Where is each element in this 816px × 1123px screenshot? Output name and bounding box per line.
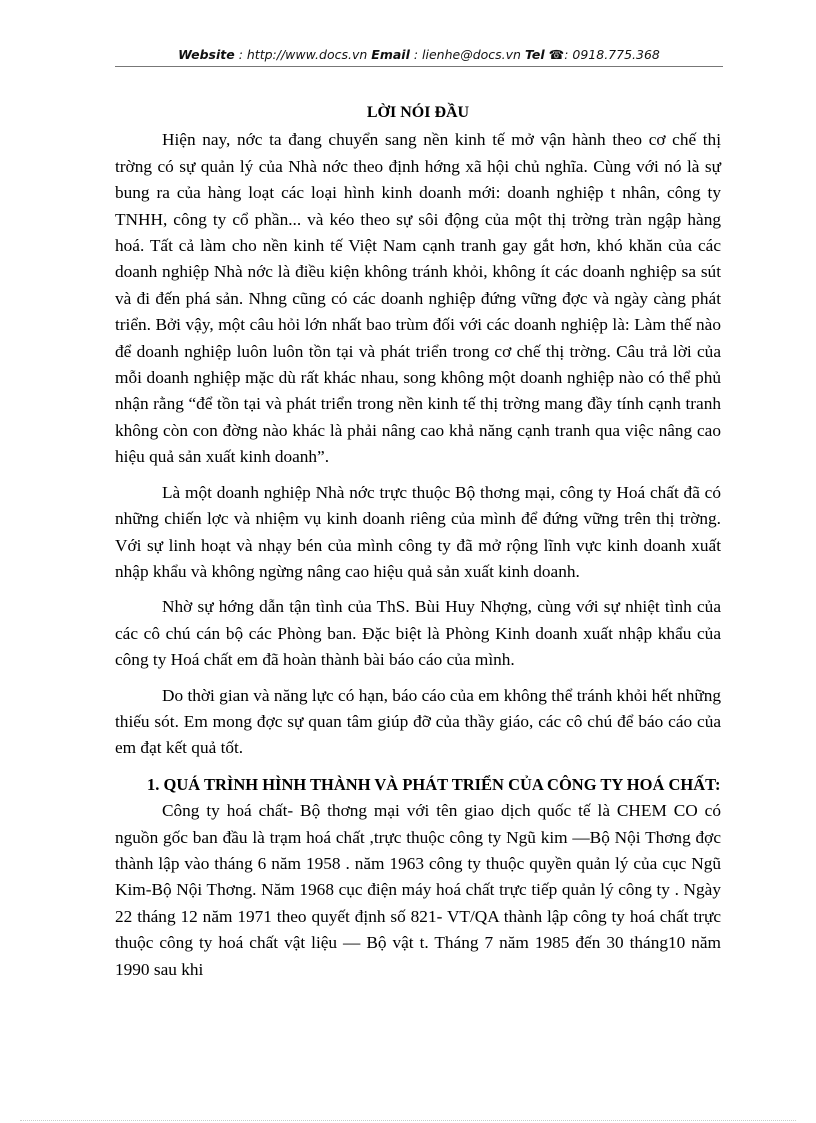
paragraph: Nhờ sự hớng dẫn tận tình của ThS. Bùi Huy Nhợng, cùng với sự nhiệt tình của các cô chú cán bộ các Phòng ban. Đặc biệt là Phòng Kinh doanh xuất nhập khẩu của công ty Hoá chất em đã hoàn thành bài báo cáo của mình. xyxy=(115,597,721,670)
email-label: Email xyxy=(371,47,410,62)
email-value: : lienhe@docs.vn xyxy=(413,47,521,62)
page-bottom-border xyxy=(20,1120,796,1121)
tel-value: : 0918.775.368 xyxy=(564,47,660,62)
paragraph: Là một doanh nghiệp Nhà nớc trực thuộc Bộ thơng mại, công ty Hoá chất đã có những chiến lợc và nhiệm vụ kinh doanh riêng của mình để đứng vững trên thị trờng. Với sự linh hoạt và nhạy bén của mình công ty đã mở rộng lĩnh vực kinh doanh xuất nhập khẩu và không ngừng nâng cao hiệu quả sản xuất kinh doanh. xyxy=(115,482,721,581)
header-divider xyxy=(115,66,723,67)
paragraph: Do thời gian và năng lực có hạn, báo cáo của em không thể tránh khỏi hết những thiếu sót. Em mong đợc sự quan tâm giúp đỡ của thầy giáo, các cô chú để báo cáo của em đạt kết quả tốt. xyxy=(115,685,721,758)
paragraph: Hiện nay, nớc ta đang chuyển sang nền kinh tế mở vận hành theo cơ chế thị trờng có sự quản lý của Nhà nớc theo định hớng xã hội chủ nghĩa. Cùng với nó là sự bung ra của hàng loạt các loại hình kinh doanh mới: doanh nghiệp t nhân, công ty TNHH, công ty cổ phần... và kéo theo sự sôi động của một thị trờng tràn ngập hàng hoá. Tất cả làm cho nền kinh tế Việt Nam cạnh tranh gay gắt hơn, khó khăn của các doanh nghiệp Nhà nớc là điều kiện không tránh khỏi, không ít các doanh nghiệp sa sút và đi đến phá sản. Nhng cũng có các doanh nghiệp đứng vững đợc và ngày càng phát triển. Bởi vậy, một câu hỏi lớn nhất bao trùm đối với các doanh nghiệp là: Làm thế nào để doanh nghiệp luôn luôn tồn tại và phát triển trong cơ chế thị trờng. Câu trả lời của mỗi doanh nghiệp mặc dù rất khác nhau, song không một doanh nghiệp nào có thể phủ nhận rằng “để tồn tại và phát triển trong nền kinh tế thị trờng mang đầy tính cạnh tranh không còn con đờng nào khác là phải nâng cao khả năng cạnh tranh qua việc nâng cao hiệu quả sản xuất kinh doanh”. xyxy=(115,130,721,467)
section-paragraph: Công ty hoá chất- Bộ thơng mại với tên giao dịch quốc tế là CHEM CO có nguồn gốc ban đầu là trạm hoá chất ,trực thuộc công ty Ngũ kim —Bộ Nội Thơng đợc thành lập vào tháng 6 năm 1958 . năm 1963 công ty thuộc quyền quản lý của cục Ngũ Kim-Bộ Nội Thơng. Năm 1968 cục điện máy hoá chất trực tiếp quản lý công ty . Ngày 22 tháng 12 năm 1971 theo quyết định số 821- VT/QA thành lập công ty hoá chất trực thuộc công ty hoá chất vật liệu — Bộ vật t. Tháng 7 năm 1985 đến 30 tháng10 năm 1990 sau khi xyxy=(115,801,721,979)
phone-icon: ☎ xyxy=(548,47,565,62)
section-heading: 1. QUÁ TRÌNH HÌNH THÀNH VÀ PHÁT TRIỂN CỦA CÔNG TY HOÁ CHẤT: xyxy=(147,774,721,794)
website-label: Website xyxy=(178,47,235,62)
page-title: LỜI NÓI ĐẦU xyxy=(366,104,470,121)
page-header xyxy=(115,47,723,62)
website-value: : http://www.docs.vn xyxy=(238,47,368,62)
document-body xyxy=(115,100,721,983)
tel-label: Tel xyxy=(524,47,545,62)
